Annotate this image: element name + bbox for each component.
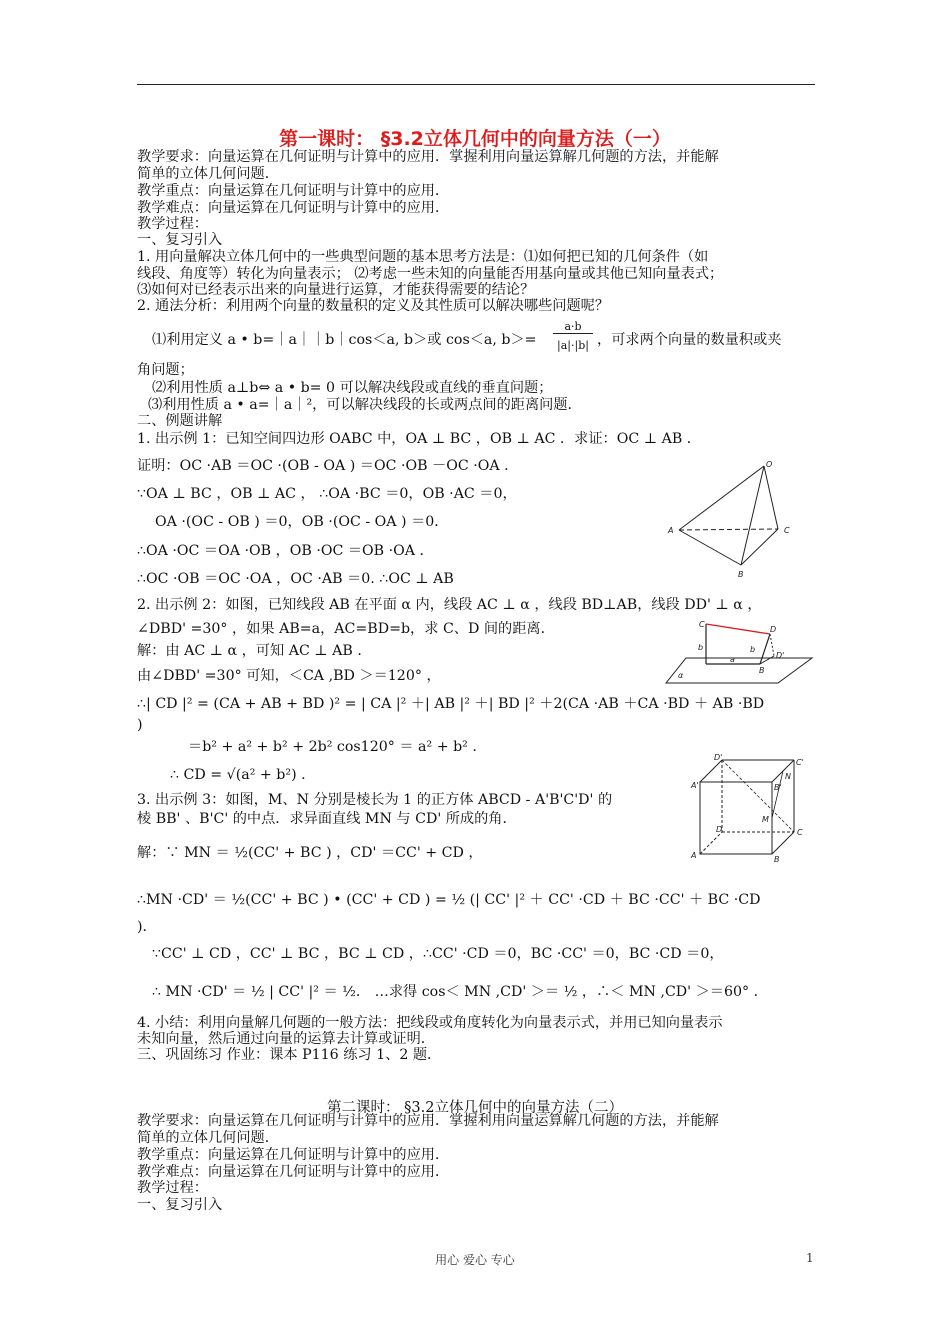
example2-sol-line3: ∴| CD |² = (CA + AB + BD )² = | CA |² ＋| AB |² ＋| BD |² ＋2(CA ·AB ＋CA ·BD ＋ AB ·BD — [137, 696, 765, 712]
fig3-label-m: M — [762, 815, 769, 824]
fig2-label-dprime: D' — [776, 651, 785, 660]
fig2-label-b2: b — [750, 645, 756, 654]
example3-line1: 3. 出示例 3：如图，M、N 分别是棱长为 1 的正方体 ABCD - A'B'C'D' 的 — [137, 792, 613, 808]
p1-b: ，可求两个向量的数量积或夹 — [597, 332, 782, 348]
example1-statement: 1. 出示例 1：已知空间四边形 OABC 中，OA ⊥ BC ，OB ⊥ AC ．求证：OC ⊥ AB ． — [137, 431, 701, 447]
lesson1-process: 教学过程： — [137, 216, 208, 232]
p2: ⑵利用性质 a⊥b⇔ a • b= 0 可以解决线段或直线的垂直问题； — [152, 380, 553, 396]
example3-sol-line1: 解：∵ MN ＝ ½(CC' + BC ) ，CD' ＝CC' + CD ， — [137, 845, 483, 861]
fig1-label-b: B — [738, 570, 744, 579]
lesson1-sec2: 二、例题讲解 — [137, 413, 223, 429]
example3-sol-line5: ∴ MN ·CD' ＝ ½ | CC' |² ＝ ½． …求得 cos＜ MN ,CD' ＞＝ ½ ，∴＜ MN ,CD' ＞＝60° ． — [152, 984, 768, 1000]
fig2-label-a: a — [730, 655, 735, 664]
lesson2-req-line2: 简单的立体几何问题． — [137, 1130, 279, 1146]
example1-proof-line2: ∵OA ⊥ BC ，OB ⊥ AC ， ∴OA ·BC ＝0，OB ·AC ＝0， — [137, 486, 517, 502]
fig3-label-aprime: A' — [691, 781, 699, 790]
fig1-label-a: A — [668, 526, 674, 535]
item1-line1: 1. 用向量解决立体几何中的一些典型问题的基本思考方法是：⑴如何把已知的几何条件（如 — [137, 249, 709, 265]
example2-sol-line1: 解：由 AC ⊥ α ，可知 AC ⊥ AB ． — [137, 643, 372, 659]
fig2-label-alpha: α — [678, 671, 684, 680]
item1-line2: 线段、角度等）转化为向量表示； ⑵考虑一些未知的向量能否用基向量或其他已知向量表式； — [137, 266, 724, 282]
lesson1-difficulty: 教学难点：向量运算在几何证明与计算中的应用． — [137, 200, 450, 216]
lesson2-difficulty: 教学难点：向量运算在几何证明与计算中的应用． — [137, 1164, 450, 1180]
figure-plane — [666, 618, 816, 686]
example1-proof-line4: ∴OA ·OC ＝OA ·OB ，OB ·OC ＝OB ·OA ． — [137, 543, 434, 559]
example2-sol-line4: ) — [137, 717, 143, 733]
fig3-label-b: B — [774, 855, 780, 864]
fig2-label-c: C — [699, 620, 705, 629]
p1-a: ⑴利用定义 a • b=｜a｜｜b｜cos＜a, b＞或 cos＜a, b＞= — [152, 332, 537, 348]
fig3-label-d: D — [716, 825, 723, 834]
lesson2-sec1: 一、复习引入 — [137, 1197, 223, 1213]
fig3-label-n: N — [785, 772, 791, 781]
p3: ⑶利用性质 a • a=｜a｜²，可以解决线段的长或两点间的距离问题． — [148, 397, 582, 413]
fig3-label-a: A — [691, 851, 697, 860]
example2-line2: ∠DBD' =30° ，如果 AB=a，AC=BD=b，求 C、D 间的距离． — [137, 621, 555, 637]
fig3-label-cprime: C' — [796, 758, 804, 767]
fig3-label-bprime: B' — [774, 783, 782, 792]
p1-c: 角问题； — [137, 362, 194, 378]
p1-frac-num: a·b — [553, 320, 593, 334]
fig3-label-dprime: D' — [714, 753, 723, 762]
example2-sol-line6: ∴ CD = √(a² + b²) . — [170, 767, 306, 783]
example3-line2: 棱 BB' 、B'C' 的中点．求异面直线 MN 与 CD' 所成的角． — [137, 811, 517, 827]
fig3-label-c: C — [797, 828, 803, 837]
example1-proof-line5: ∴OC ·OB ＝OC ·OA ，OC ·AB ＝0. ∴OC ⊥ AB — [137, 571, 454, 587]
example2-sol-line5: ＝b² + a² + b² + 2b² cos120° ＝ a² + b² . — [188, 739, 477, 755]
item1-line3: ⑶如何对已经表示出来的向量进行运算，才能获得需要的结论？ — [137, 282, 535, 298]
example2-line1: 2. 出示例 2：如图，已知线段 AB 在平面 α 内，线段 AC ⊥ α ，线段 BD⊥AB，线段 DD' ⊥ α ， — [137, 597, 762, 613]
lesson2-title: 第二课时： §3.2立体几何中的向量方法（二） — [327, 1100, 623, 1116]
summary-line1: 4. 小结：利用向量解几何题的一般方法：把线段或角度转化为向量表示式，并用已知向量表示 — [137, 1015, 723, 1031]
lesson2-process: 教学过程： — [137, 1180, 208, 1196]
lesson1-sec3: 三、巩固练习 作业：课本 P116 练习 1、2 题． — [137, 1047, 442, 1063]
fig2-label-bb: B — [759, 666, 765, 675]
example3-sol-line2: ∴MN ·CD' ＝ ½(CC' + BC ) • (CC' + CD ) = ½ (| CC' |² ＋ CC' ·CD ＋ BC ·CC' ＋ BC ·CD — [137, 892, 761, 908]
example1-proof-line3: OA ·(OC - OB ) ＝0，OB ·(OC - OA ) ＝0． — [155, 514, 449, 530]
lesson2-req-line1: 教学要求：向量运算在几何证明与计算中的应用．掌握利用向量运算解几何题的方法，并能解 — [137, 1113, 719, 1129]
header-rule — [137, 84, 815, 85]
page-footer: 用心 爱心 专心 — [435, 1253, 515, 1267]
page-number: 1 — [806, 1251, 814, 1265]
example2-sol-line2: 由∠DBD' =30° 可知，＜CA ,BD ＞＝120° ， — [137, 668, 441, 684]
lesson1-title: 第一课时： §3.2立体几何中的向量方法（一） — [279, 128, 671, 150]
example1-proof-line1: 证明：OC ·AB ＝OC ·(OB - OA ) ＝OC ·OB －OC ·OA ． — [137, 458, 519, 474]
lesson1-sec1: 一、复习引入 — [137, 232, 223, 248]
lesson1-req-line2: 简单的立体几何问题． — [137, 166, 279, 182]
example3-sol-line4: ∵CC' ⊥ CD ，CC' ⊥ BC ，BC ⊥ CD ，∴CC' ·CD ＝0，BC ·CC' ＝0，BC ·CD ＝0， — [152, 946, 724, 962]
fig1-label-c: C — [784, 526, 790, 535]
figure-tetrahedron — [660, 458, 810, 583]
lesson1-req-line1: 教学要求：向量运算在几何证明与计算中的应用．掌握利用向量运算解几何题的方法，并能解 — [137, 149, 719, 165]
figure-cube — [688, 752, 813, 864]
example3-sol-line3: )． — [137, 919, 157, 935]
fig2-label-d: D — [770, 625, 777, 634]
lesson2-key: 教学重点：向量运算在几何证明与计算中的应用． — [137, 1147, 450, 1163]
p1-frac-den: |a|·|b| — [557, 339, 589, 352]
fig1-label-o: O — [766, 460, 773, 469]
fig2-label-b1: b — [698, 643, 704, 652]
item2: 2. 通法分析：利用两个向量的数量积的定义及其性质可以解决哪些问题呢？ — [137, 298, 610, 314]
summary-line2: 未知向量，然后通过向量的运算去计算或证明． — [137, 1031, 435, 1047]
lesson1-key: 教学重点：向量运算在几何证明与计算中的应用． — [137, 183, 450, 199]
